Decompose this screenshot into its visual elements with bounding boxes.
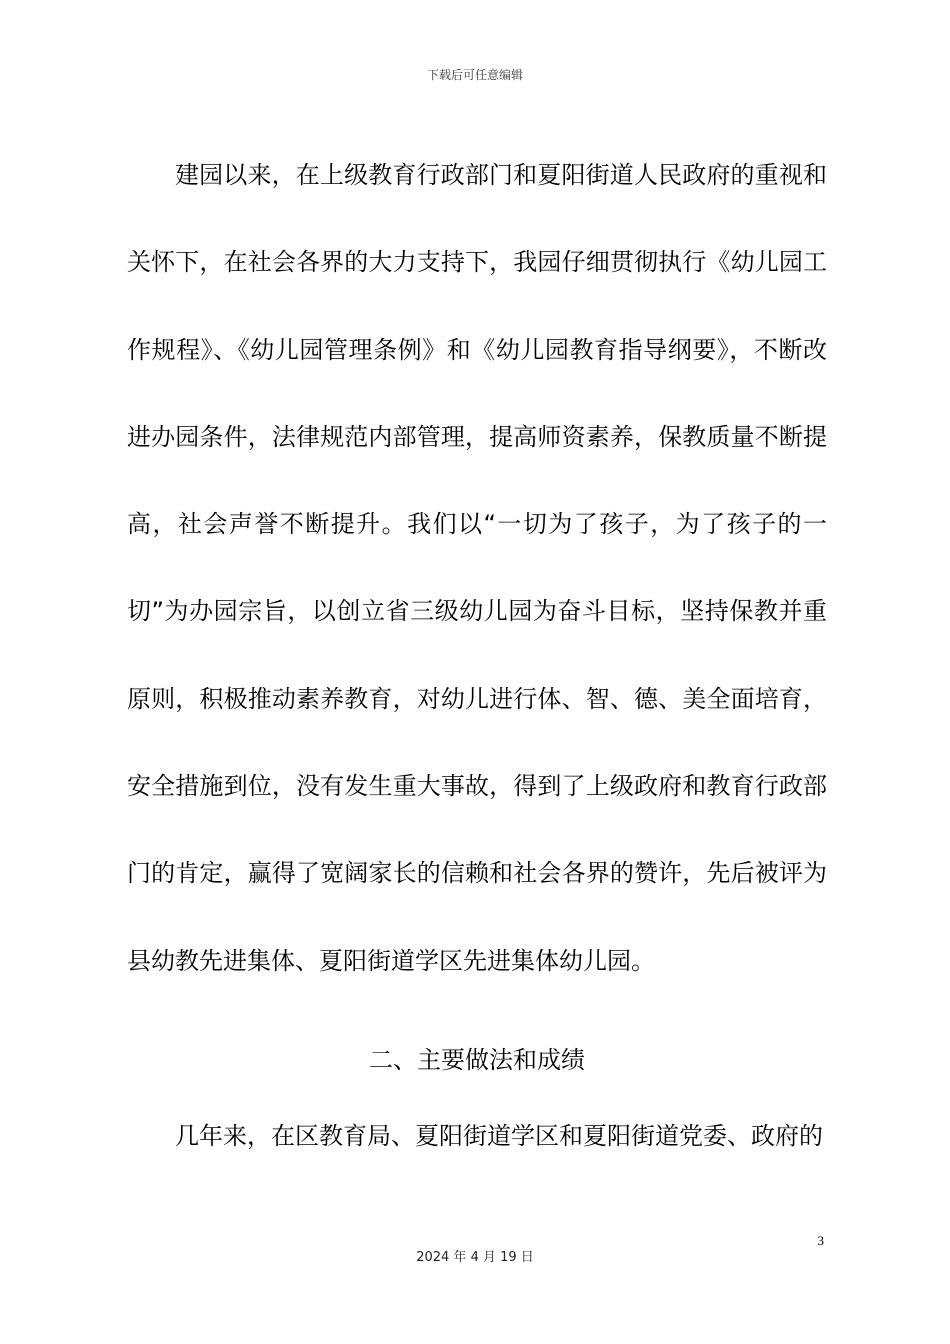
section-heading: 二、主要做法和成绩	[369, 1046, 585, 1074]
document-body	[127, 132, 827, 1005]
body-paragraph: 建园以来，在上级教育行政部门和夏阳街道人民政府的重视和关怀下，在社会各界的大力支持下，我园仔细贯彻执行《幼儿园工作规程》、《幼儿园管理条例》和《幼儿园教育指导纲要》，不断改进办园条件，法律规范内部管理，提高师资素养，保教质量不断提高，社会声誉不断提升。我们以“一切为了孩子，为了孩子的一切”为办园宗旨，以创立省三级幼儿园为奋斗目标，坚持保教并重原则，积极推动素养教育，对幼儿进行体、智、德、美全面培育，安全措施到位，没有发生重大事故，得到了上级政府和教育行政部门的肯定，赢得了宽阔家长的信赖和社会各界的赞许，先后被评为县幼教先进集体、夏阳街道学区先进集体幼儿园。	[127, 161, 827, 975]
page-header: 下载后可任意编辑	[426, 68, 523, 82]
body-paragraph-2: 几年来，在区教育局、夏阳街道学区和夏阳街道党委、政府的	[175, 1122, 823, 1150]
page-number: 3	[817, 1233, 824, 1248]
page-footer-date: 2024 年 4 月 19 日	[416, 1250, 534, 1265]
